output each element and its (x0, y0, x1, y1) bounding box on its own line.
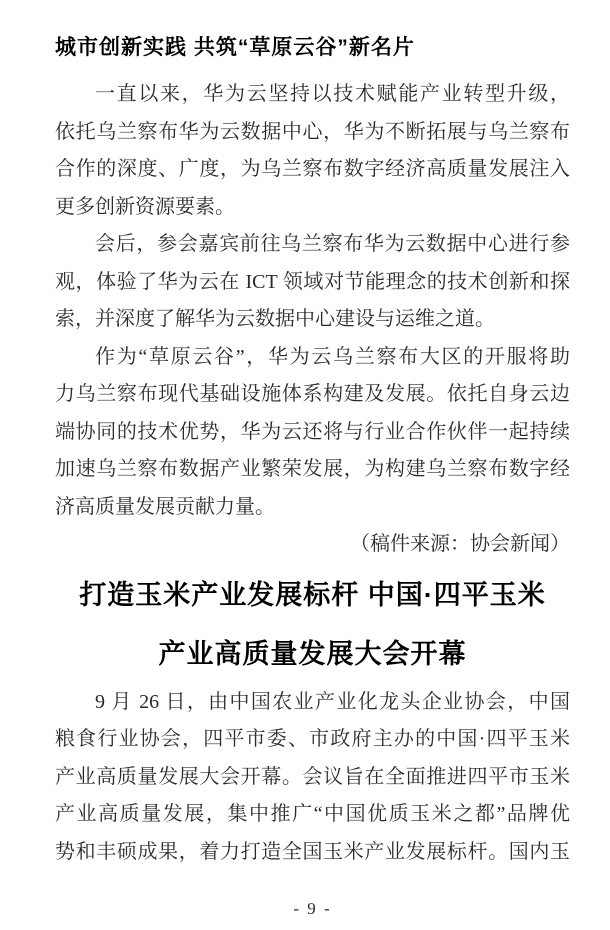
paragraph-line: 力乌兰察布现代基础设施体系构建及发展。依托自身云边 (55, 383, 570, 405)
paragraph-line: 产业高质量发展大会开幕。会议旨在全面推进四平市玉米 (55, 765, 570, 788)
page-number: - 9 - (293, 899, 332, 918)
paragraph-line: 一直以来，华为云坚持以技术赋能产业转型升级， (95, 83, 570, 105)
paragraph-line: 会后，参会嘉宾前往乌兰察布华为云数据中心进行参 (95, 233, 570, 255)
paragraph-line: 加速乌兰察布数据产业繁荣发展，为构建乌兰察布数字经 (55, 458, 570, 480)
article2-paragraph-1 (55, 684, 570, 872)
paragraph-line: 观，体验了华为云在 ICT 领域对节能理念的技术创新和探 (55, 270, 570, 293)
paragraph-line: 势和丰硕成果，着力打造全国玉米产业发展标杆。国内玉 (55, 840, 570, 863)
article1-paragraph-3 (55, 339, 570, 527)
article1-paragraph-2 (55, 226, 570, 339)
paragraph-line: 依托乌兰察布华为云数据中心，华为不断拓展与乌兰察布 (55, 120, 570, 143)
paragraph-line: 更多创新资源要素。 (55, 195, 235, 218)
paragraph-line: 索，并深度了解华为云数据中心建设与运维之道。 (55, 308, 495, 330)
article1-title: 城市创新实践 共筑“草原云谷”新名片 (55, 36, 415, 59)
paragraph-line: 9 月 26 日，由中国农业产业化龙头企业协会，中国 (95, 690, 570, 713)
source-attribution: （稿件来源：协会新闻） (350, 533, 570, 555)
paragraph-line: 济高质量发展贡献力量。 (55, 495, 275, 518)
paragraph-line: 合作的深度、广度，为乌兰察布数字经济高质量发展注入 (55, 158, 570, 180)
article2-title-line2: 产业高质量发展大会开幕 (158, 638, 467, 669)
article1-paragraph-1 (55, 76, 570, 226)
paragraph-line: 端协同的技术优势，华为云还将与行业合作伙伴一起持续 (55, 420, 570, 443)
paragraph-line: 产业高质量发展，集中推广“中国优质玉米之都”品牌优 (55, 803, 570, 825)
article2-title (55, 566, 570, 684)
article2-title-line1: 打造玉米产业发展标杆 中国·四平玉米 (79, 579, 546, 610)
paragraph-line: 粮食行业协会，四平市委、市政府主办的中国·四平玉米 (55, 728, 570, 750)
paragraph-line: 作为“草原云谷”，华为云乌兰察布大区的开服将助 (95, 345, 570, 368)
